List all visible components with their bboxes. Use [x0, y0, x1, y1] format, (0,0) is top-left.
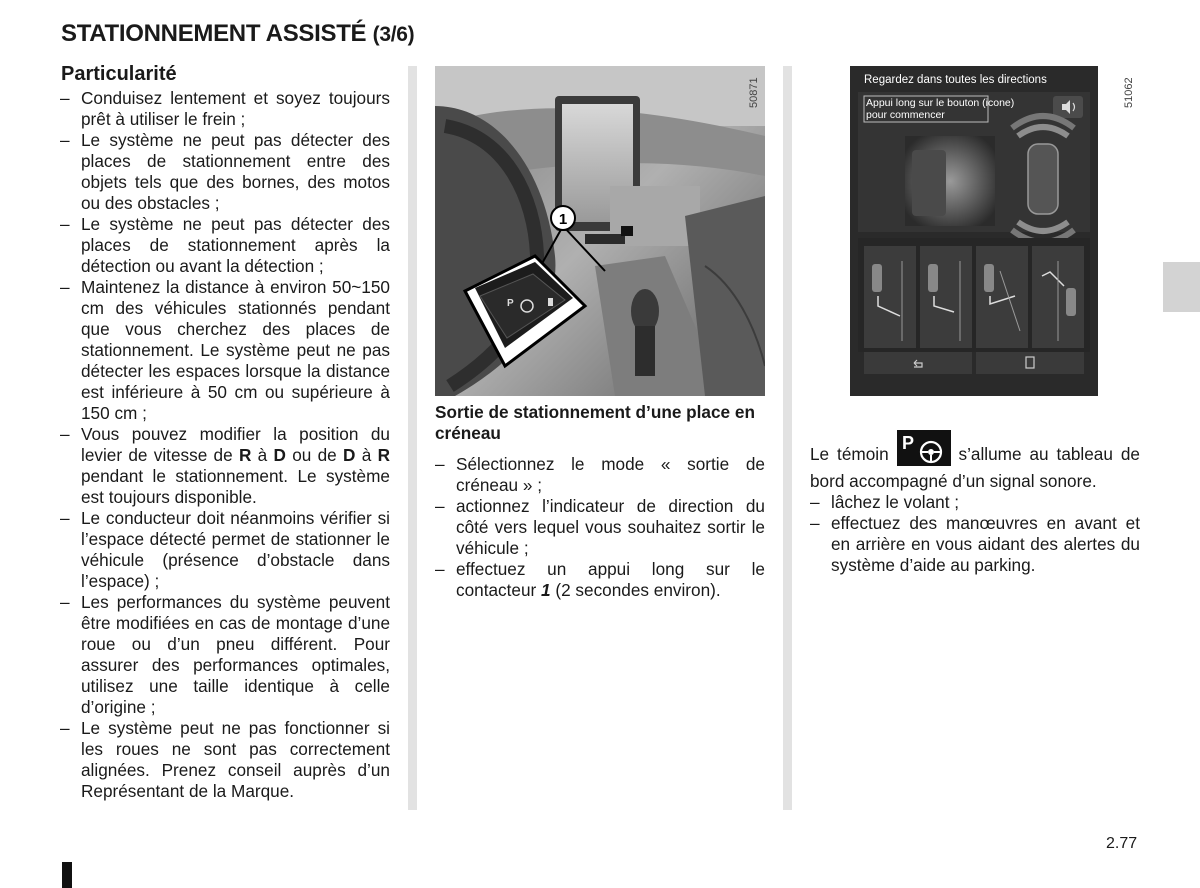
- list-item: – effectuez un appui long sur le contacteur 1 (2 secondes environ).: [435, 559, 765, 600]
- chapter-tab: [1163, 262, 1200, 312]
- list-item: – Les performances du système peuvent être modifiées en cas de montage d’une roue ou d’un pneu différent. Pour assurer des performances optimales, utilisez une taille identique à celle d’origine ;: [60, 592, 390, 717]
- list-item: – actionnez l’indicateur de direction du côté vers lequel vous souhaitez sortir le véhicule ;: [435, 496, 765, 558]
- column-divider: [783, 66, 792, 810]
- park-assist-warning-icon: [897, 430, 951, 471]
- page-section-ref: (3/6): [372, 23, 415, 46]
- column-particularite: [60, 62, 390, 802]
- list-item: – lâchez le volant ;: [810, 492, 960, 512]
- figure-ref-code: 50871: [748, 77, 760, 108]
- list-item: – Le système ne peut pas détecter des places de stationnement après la détection ou avant la détection ;: [60, 214, 390, 276]
- dashboard-photo: [435, 66, 765, 396]
- temoin-paragraph: Le témoin P s’allume au tableau de bord accompagné d’un signal sonore.: [810, 430, 1140, 492]
- list-item: – Le système peut ne pas fonctionner si les roues ne sont pas correctement alignées. Prenez conseil auprès d’un Représentant de la Marque.: [60, 718, 390, 801]
- page-title: STATIONNEMENT ASSISTÉ (3/6): [61, 20, 415, 47]
- screen-hint-line2: pour commencer: [866, 109, 945, 121]
- page-number: 2.77: [1106, 835, 1138, 852]
- list-item: – Sélectionnez le mode « sortie de créneau » ;: [435, 454, 765, 495]
- list-item: – Vous pouvez modifier la position du levier de vitesse de R à D ou de D à R pendant le stationnement. Le système est toujours disponible.: [60, 424, 391, 507]
- list-item: – Le conducteur doit néanmoins vérifier si l’espace détecté permet de stationner le véhicule (présence d’obstacle dans l’espace) ;: [60, 508, 390, 591]
- list-item: – effectuez des manœuvres en avant et en arrière en vous aidant des alertes du système d’aide au parking.: [810, 513, 1140, 575]
- column-divider: [408, 66, 417, 810]
- particularite-list: [60, 88, 390, 802]
- parking-screen-illustration: [850, 66, 1098, 396]
- callout-number: 1: [558, 211, 568, 228]
- section-heading-sortie: Sortie de stationnement d’une place en créneau: [435, 402, 755, 443]
- section-heading-particularite: Particularité: [61, 63, 177, 85]
- list-item: – Maintenez la distance à environ 50~150 cm des véhicules stationnés pendant que vous cherchez des places de stationnement. Le système peut ne pas détecter les espaces lorsque la distance est inférieure à 50 cm ou supérieure à 150 cm ;: [60, 277, 390, 423]
- column-sortie-creneau: [435, 402, 765, 601]
- sortie-list: [435, 454, 765, 601]
- screen-title: Regardez dans toutes les directions: [864, 74, 1047, 86]
- figure-ref-code: 51062: [1123, 77, 1135, 108]
- page-marker-bar: [62, 862, 72, 888]
- svg-text:P: P: [507, 298, 514, 309]
- list-item: – Le système ne peut pas détecter des places de stationnement entre des objets tels que des bornes, des motos ou des obstacles ;: [60, 130, 390, 213]
- svg-text:P: P: [901, 433, 914, 453]
- list-item: – Conduisez lentement et soyez toujours prêt à utiliser le frein ;: [60, 88, 390, 129]
- temoin-list: [810, 492, 1140, 576]
- column-temoin: [810, 430, 1140, 576]
- screen-hint-line1: Appui long sur le bouton (icone): [866, 97, 1015, 109]
